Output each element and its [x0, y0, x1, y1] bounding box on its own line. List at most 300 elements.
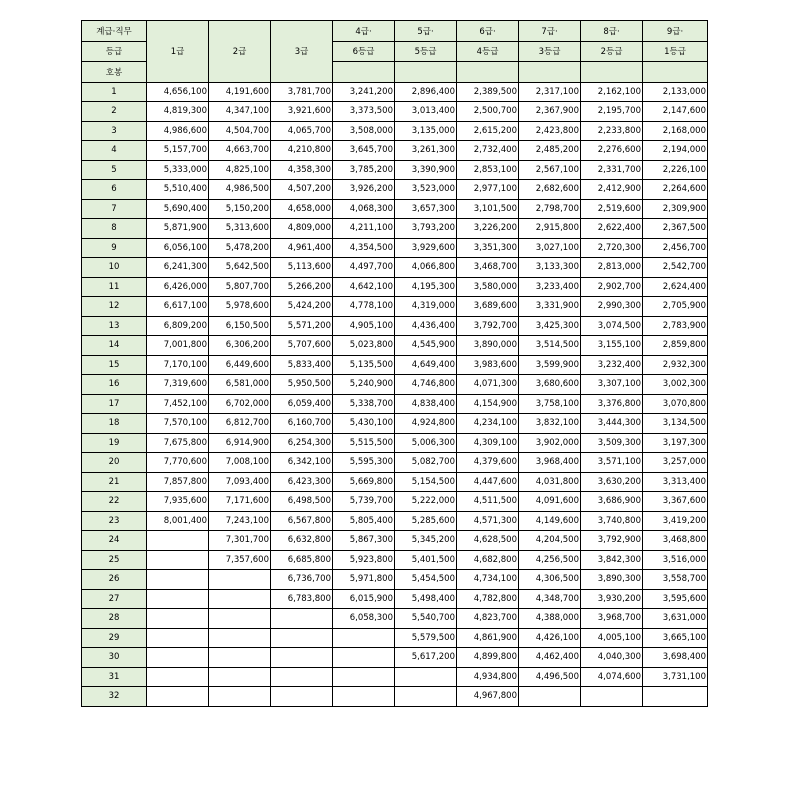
salary-cell: 6,812,700 [209, 414, 271, 434]
salary-cell: 5,082,700 [395, 453, 457, 473]
step-cell: 18 [82, 414, 147, 434]
header-col-7-top: 7급· [519, 21, 581, 42]
salary-cell: 5,498,400 [395, 589, 457, 609]
salary-cell: 3,758,100 [519, 394, 581, 414]
salary-cell: 3,842,300 [581, 550, 643, 570]
salary-cell: 3,558,700 [643, 570, 708, 590]
salary-cell: 5,424,200 [271, 297, 333, 317]
salary-cell: 4,656,100 [147, 82, 209, 102]
table-row [82, 511, 708, 531]
salary-cell: 6,702,000 [209, 394, 271, 414]
salary-cell: 2,500,700 [457, 102, 519, 122]
header-col-3: 3급 [271, 21, 333, 83]
salary-cell: 2,783,900 [643, 316, 708, 336]
salary-cell [333, 687, 395, 707]
salary-cell: 4,496,500 [519, 667, 581, 687]
salary-cell: 3,645,700 [333, 141, 395, 161]
salary-cell [519, 687, 581, 707]
salary-cell: 3,792,700 [457, 316, 519, 336]
salary-cell: 6,342,100 [271, 453, 333, 473]
header-label-rank: 계급·직무 [82, 21, 147, 42]
salary-cell [271, 687, 333, 707]
header-col-2: 2급 [209, 21, 271, 83]
salary-cell: 5,579,500 [395, 628, 457, 648]
salary-cell: 5,540,700 [395, 609, 457, 629]
salary-cell: 4,628,500 [457, 531, 519, 551]
salary-cell: 2,367,900 [519, 102, 581, 122]
salary-cell: 5,807,700 [209, 277, 271, 297]
salary-cell: 7,171,600 [209, 492, 271, 512]
salary-cell: 6,150,500 [209, 316, 271, 336]
header-col-6-bottom: 4등급 [457, 41, 519, 62]
salary-cell: 4,861,900 [457, 628, 519, 648]
salary-cell: 4,379,600 [457, 453, 519, 473]
salary-cell: 5,430,100 [333, 414, 395, 434]
salary-cell: 3,013,400 [395, 102, 457, 122]
step-cell: 27 [82, 589, 147, 609]
salary-cell: 5,571,200 [271, 316, 333, 336]
salary-cell: 6,449,600 [209, 355, 271, 375]
salary-cell: 3,027,100 [519, 238, 581, 258]
step-cell: 23 [82, 511, 147, 531]
salary-cell: 4,734,100 [457, 570, 519, 590]
table-row [82, 550, 708, 570]
salary-cell [395, 687, 457, 707]
salary-cell: 2,133,000 [643, 82, 708, 102]
salary-cell: 7,319,600 [147, 375, 209, 395]
salary-cell: 5,478,200 [209, 238, 271, 258]
salary-cell: 4,746,800 [395, 375, 457, 395]
salary-cell: 5,113,600 [271, 258, 333, 278]
salary-cell: 4,462,400 [519, 648, 581, 668]
salary-cell: 3,070,800 [643, 394, 708, 414]
salary-cell [147, 628, 209, 648]
salary-cell: 8,001,400 [147, 511, 209, 531]
salary-cell: 6,015,900 [333, 589, 395, 609]
salary-cell: 5,707,600 [271, 336, 333, 356]
salary-cell: 5,739,700 [333, 492, 395, 512]
salary-cell: 6,809,200 [147, 316, 209, 336]
header-col-8-empty [581, 62, 643, 83]
salary-cell: 3,232,400 [581, 355, 643, 375]
salary-cell: 4,809,000 [271, 219, 333, 239]
table-row [82, 121, 708, 141]
salary-cell: 4,642,100 [333, 277, 395, 297]
table-row [82, 667, 708, 687]
salary-cell: 3,135,000 [395, 121, 457, 141]
salary-cell: 4,934,800 [457, 667, 519, 687]
table-row [82, 199, 708, 219]
salary-cell: 3,792,900 [581, 531, 643, 551]
salary-cell: 3,101,500 [457, 199, 519, 219]
salary-cell: 2,389,500 [457, 82, 519, 102]
salary-cell: 5,313,600 [209, 219, 271, 239]
salary-cell: 2,264,600 [643, 180, 708, 200]
salary-cell: 6,685,800 [271, 550, 333, 570]
table-row [82, 238, 708, 258]
table-row [82, 258, 708, 278]
salary-cell: 3,698,400 [643, 648, 708, 668]
salary-cell: 4,309,100 [457, 433, 519, 453]
table-body [82, 82, 708, 706]
salary-cell: 2,226,100 [643, 160, 708, 180]
salary-cell: 2,542,700 [643, 258, 708, 278]
step-cell: 4 [82, 141, 147, 161]
header-col-8-bottom: 2등급 [581, 41, 643, 62]
salary-cell: 6,426,000 [147, 277, 209, 297]
salary-cell: 4,068,300 [333, 199, 395, 219]
salary-cell: 4,986,500 [209, 180, 271, 200]
salary-cell [147, 648, 209, 668]
salary-cell: 4,234,100 [457, 414, 519, 434]
salary-cell: 5,222,000 [395, 492, 457, 512]
salary-cell: 4,504,700 [209, 121, 271, 141]
salary-cell: 2,859,800 [643, 336, 708, 356]
salary-cell: 3,686,900 [581, 492, 643, 512]
salary-cell: 4,426,100 [519, 628, 581, 648]
header-col-5-empty [395, 62, 457, 83]
step-cell: 28 [82, 609, 147, 629]
table-row [82, 160, 708, 180]
salary-cell [209, 609, 271, 629]
step-cell: 5 [82, 160, 147, 180]
header-col-6-empty [457, 62, 519, 83]
salary-cell: 3,468,700 [457, 258, 519, 278]
salary-cell: 5,023,800 [333, 336, 395, 356]
salary-cell: 6,306,200 [209, 336, 271, 356]
salary-cell: 4,195,300 [395, 277, 457, 297]
salary-cell: 4,571,300 [457, 511, 519, 531]
step-cell: 12 [82, 297, 147, 317]
salary-cell: 3,074,500 [581, 316, 643, 336]
salary-cell: 3,444,300 [581, 414, 643, 434]
salary-cell: 3,313,400 [643, 472, 708, 492]
salary-cell: 4,319,000 [395, 297, 457, 317]
step-cell: 22 [82, 492, 147, 512]
salary-cell [395, 667, 457, 687]
salary-cell: 2,168,000 [643, 121, 708, 141]
step-cell: 31 [82, 667, 147, 687]
salary-cell: 3,832,100 [519, 414, 581, 434]
header-col-1: 1급 [147, 21, 209, 83]
salary-cell: 7,301,700 [209, 531, 271, 551]
salary-cell: 2,317,100 [519, 82, 581, 102]
salary-cell: 7,770,600 [147, 453, 209, 473]
salary-cell [271, 628, 333, 648]
salary-cell: 2,147,600 [643, 102, 708, 122]
salary-cell: 6,632,800 [271, 531, 333, 551]
salary-cell: 3,580,000 [457, 277, 519, 297]
table-row [82, 687, 708, 707]
salary-cell: 6,581,000 [209, 375, 271, 395]
salary-cell [147, 667, 209, 687]
step-cell: 24 [82, 531, 147, 551]
salary-cell: 2,331,700 [581, 160, 643, 180]
step-cell: 8 [82, 219, 147, 239]
salary-cell: 2,853,100 [457, 160, 519, 180]
header-col-8-top: 8급· [581, 21, 643, 42]
salary-cell: 4,545,900 [395, 336, 457, 356]
salary-cell: 3,134,500 [643, 414, 708, 434]
salary-cell: 3,595,600 [643, 589, 708, 609]
salary-cell: 4,961,400 [271, 238, 333, 258]
step-cell: 6 [82, 180, 147, 200]
salary-cell: 6,736,700 [271, 570, 333, 590]
salary-cell: 2,813,000 [581, 258, 643, 278]
salary-cell: 4,211,100 [333, 219, 395, 239]
step-cell: 17 [82, 394, 147, 414]
salary-table-container [81, 20, 708, 707]
salary-cell: 3,921,600 [271, 102, 333, 122]
salary-cell: 5,285,600 [395, 511, 457, 531]
table-row [82, 375, 708, 395]
salary-cell: 5,515,500 [333, 433, 395, 453]
salary-cell: 2,567,100 [519, 160, 581, 180]
salary-cell [209, 628, 271, 648]
salary-cell: 2,309,900 [643, 199, 708, 219]
salary-cell: 2,276,600 [581, 141, 643, 161]
header-col-4-top: 4급· [333, 21, 395, 42]
salary-cell: 4,071,300 [457, 375, 519, 395]
salary-cell: 3,630,200 [581, 472, 643, 492]
salary-cell: 5,157,700 [147, 141, 209, 161]
salary-cell [209, 570, 271, 590]
salary-cell [333, 628, 395, 648]
table-row [82, 394, 708, 414]
salary-cell [147, 550, 209, 570]
salary-cell: 3,689,600 [457, 297, 519, 317]
header-col-5-top: 5급· [395, 21, 457, 42]
salary-cell: 4,825,100 [209, 160, 271, 180]
salary-cell: 7,170,100 [147, 355, 209, 375]
salary-cell: 2,932,300 [643, 355, 708, 375]
salary-cell: 2,194,000 [643, 141, 708, 161]
salary-cell: 6,423,300 [271, 472, 333, 492]
salary-cell: 2,485,200 [519, 141, 581, 161]
salary-cell: 3,516,000 [643, 550, 708, 570]
salary-cell: 3,665,100 [643, 628, 708, 648]
step-cell: 1 [82, 82, 147, 102]
salary-cell: 3,508,000 [333, 121, 395, 141]
salary-cell [147, 609, 209, 629]
salary-cell: 6,058,300 [333, 609, 395, 629]
salary-cell: 2,720,300 [581, 238, 643, 258]
salary-cell: 4,154,900 [457, 394, 519, 414]
salary-cell: 3,983,600 [457, 355, 519, 375]
salary-cell [209, 667, 271, 687]
salary-cell: 4,031,800 [519, 472, 581, 492]
salary-cell: 3,351,300 [457, 238, 519, 258]
table-row [82, 219, 708, 239]
salary-cell: 4,838,400 [395, 394, 457, 414]
step-cell: 29 [82, 628, 147, 648]
salary-cell: 3,514,500 [519, 336, 581, 356]
salary-cell: 7,243,100 [209, 511, 271, 531]
salary-cell: 6,498,500 [271, 492, 333, 512]
salary-cell [271, 609, 333, 629]
salary-cell: 5,950,500 [271, 375, 333, 395]
salary-cell: 4,497,700 [333, 258, 395, 278]
salary-cell: 2,977,100 [457, 180, 519, 200]
salary-cell: 2,902,700 [581, 277, 643, 297]
table-row [82, 648, 708, 668]
header-col-4-empty [333, 62, 395, 83]
salary-cell: 7,357,600 [209, 550, 271, 570]
salary-cell: 6,783,800 [271, 589, 333, 609]
salary-cell: 3,968,400 [519, 453, 581, 473]
table-row [82, 277, 708, 297]
step-cell: 25 [82, 550, 147, 570]
table-row [82, 628, 708, 648]
salary-cell: 3,257,000 [643, 453, 708, 473]
salary-cell: 4,511,500 [457, 492, 519, 512]
salary-cell: 5,135,500 [333, 355, 395, 375]
salary-cell: 2,915,800 [519, 219, 581, 239]
salary-table [81, 20, 708, 707]
salary-cell: 3,376,800 [581, 394, 643, 414]
salary-cell: 5,805,400 [333, 511, 395, 531]
salary-cell: 3,793,200 [395, 219, 457, 239]
salary-cell: 3,599,900 [519, 355, 581, 375]
step-cell: 16 [82, 375, 147, 395]
salary-cell: 4,065,700 [271, 121, 333, 141]
salary-cell: 3,241,200 [333, 82, 395, 102]
salary-cell: 4,823,700 [457, 609, 519, 629]
header-col-5-bottom: 5등급 [395, 41, 457, 62]
salary-cell: 6,059,400 [271, 394, 333, 414]
table-row [82, 82, 708, 102]
salary-cell [333, 667, 395, 687]
salary-cell: 5,266,200 [271, 277, 333, 297]
salary-cell [209, 589, 271, 609]
table-header [82, 21, 708, 83]
salary-cell: 7,008,100 [209, 453, 271, 473]
salary-cell: 4,778,100 [333, 297, 395, 317]
salary-cell: 5,006,300 [395, 433, 457, 453]
table-row [82, 355, 708, 375]
salary-cell: 3,571,100 [581, 453, 643, 473]
salary-cell: 7,935,600 [147, 492, 209, 512]
salary-cell: 4,819,300 [147, 102, 209, 122]
salary-cell: 3,926,200 [333, 180, 395, 200]
salary-cell: 5,871,900 [147, 219, 209, 239]
salary-cell: 3,781,700 [271, 82, 333, 102]
salary-cell: 2,622,400 [581, 219, 643, 239]
salary-cell [147, 531, 209, 551]
header-row-1 [82, 21, 708, 42]
salary-cell: 2,732,400 [457, 141, 519, 161]
salary-cell: 3,929,600 [395, 238, 457, 258]
salary-cell: 6,914,900 [209, 433, 271, 453]
table-row [82, 589, 708, 609]
step-cell: 19 [82, 433, 147, 453]
salary-cell: 2,615,200 [457, 121, 519, 141]
salary-cell: 6,254,300 [271, 433, 333, 453]
salary-cell: 2,705,900 [643, 297, 708, 317]
salary-cell: 3,155,100 [581, 336, 643, 356]
salary-cell: 5,154,500 [395, 472, 457, 492]
table-row [82, 180, 708, 200]
salary-cell: 5,454,500 [395, 570, 457, 590]
salary-cell: 3,631,000 [643, 609, 708, 629]
salary-cell: 3,968,700 [581, 609, 643, 629]
salary-cell: 5,833,400 [271, 355, 333, 375]
salary-cell: 4,986,600 [147, 121, 209, 141]
header-label-grade: 등급 [82, 41, 147, 62]
salary-cell: 3,680,600 [519, 375, 581, 395]
salary-cell: 5,978,600 [209, 297, 271, 317]
salary-cell: 2,367,500 [643, 219, 708, 239]
salary-cell: 3,740,800 [581, 511, 643, 531]
step-cell: 7 [82, 199, 147, 219]
salary-cell: 4,204,500 [519, 531, 581, 551]
salary-cell: 5,338,700 [333, 394, 395, 414]
salary-cell: 3,390,900 [395, 160, 457, 180]
salary-cell [209, 648, 271, 668]
salary-cell [147, 570, 209, 590]
salary-cell: 6,056,100 [147, 238, 209, 258]
salary-cell: 4,149,600 [519, 511, 581, 531]
salary-cell: 4,358,300 [271, 160, 333, 180]
salary-cell: 7,001,800 [147, 336, 209, 356]
salary-cell: 4,191,600 [209, 82, 271, 102]
salary-cell: 3,425,300 [519, 316, 581, 336]
salary-cell: 6,617,100 [147, 297, 209, 317]
salary-cell: 4,210,800 [271, 141, 333, 161]
salary-cell: 4,447,600 [457, 472, 519, 492]
salary-cell: 4,388,000 [519, 609, 581, 629]
salary-cell: 3,509,300 [581, 433, 643, 453]
salary-cell: 7,570,100 [147, 414, 209, 434]
salary-cell: 3,657,300 [395, 199, 457, 219]
salary-cell: 5,240,900 [333, 375, 395, 395]
step-cell: 10 [82, 258, 147, 278]
salary-cell [271, 667, 333, 687]
salary-cell [581, 687, 643, 707]
table-row [82, 141, 708, 161]
salary-cell: 2,798,700 [519, 199, 581, 219]
salary-cell: 2,162,100 [581, 82, 643, 102]
salary-cell: 6,567,800 [271, 511, 333, 531]
table-row [82, 570, 708, 590]
table-row [82, 492, 708, 512]
header-col-7-bottom: 3등급 [519, 41, 581, 62]
salary-cell: 4,040,300 [581, 648, 643, 668]
step-cell: 15 [82, 355, 147, 375]
salary-cell: 4,899,800 [457, 648, 519, 668]
salary-cell: 5,971,800 [333, 570, 395, 590]
salary-cell: 2,519,600 [581, 199, 643, 219]
salary-cell: 2,233,800 [581, 121, 643, 141]
step-cell: 9 [82, 238, 147, 258]
salary-cell: 5,333,000 [147, 160, 209, 180]
salary-cell: 3,226,200 [457, 219, 519, 239]
step-cell: 11 [82, 277, 147, 297]
salary-cell: 4,658,000 [271, 199, 333, 219]
salary-cell: 3,367,600 [643, 492, 708, 512]
salary-cell: 3,261,300 [395, 141, 457, 161]
table-row [82, 531, 708, 551]
salary-cell: 3,902,000 [519, 433, 581, 453]
salary-cell: 4,074,600 [581, 667, 643, 687]
header-col-7-empty [519, 62, 581, 83]
header-col-4-bottom: 6등급 [333, 41, 395, 62]
table-row [82, 453, 708, 473]
salary-cell: 4,256,500 [519, 550, 581, 570]
salary-cell: 5,510,400 [147, 180, 209, 200]
salary-cell: 7,857,800 [147, 472, 209, 492]
salary-cell: 3,307,100 [581, 375, 643, 395]
